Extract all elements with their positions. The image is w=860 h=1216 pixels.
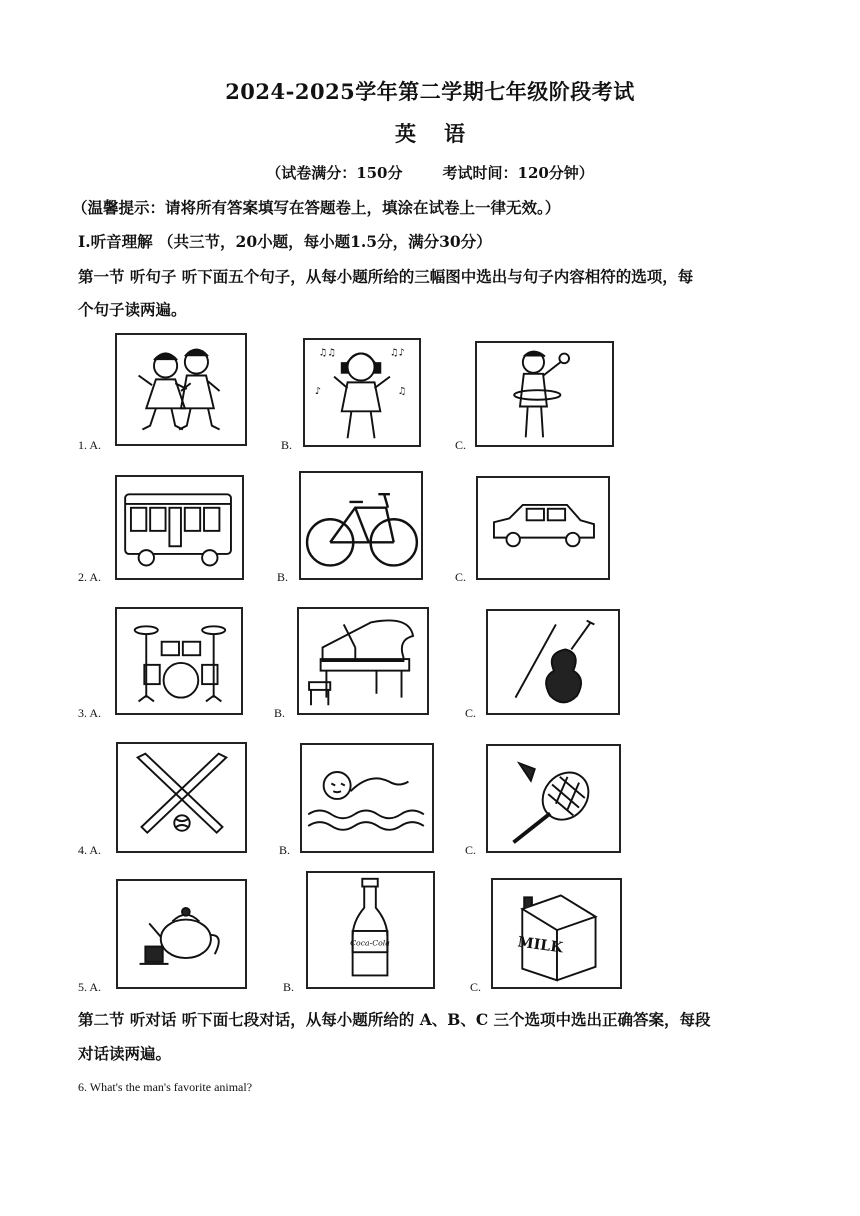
violin-icon <box>488 611 618 713</box>
fighting-kids-icon <box>117 335 245 444</box>
q1-label-b: B. <box>281 438 293 452</box>
svg-text:♫♪: ♫♪ <box>389 347 405 359</box>
q1-option-b-image <box>303 338 421 447</box>
q2-label-c: C. <box>455 570 467 584</box>
q4-label-c: C. <box>465 843 477 857</box>
q5-option-b-image <box>306 871 435 989</box>
subject-title <box>0 118 860 148</box>
subject-char-1: 英 <box>395 121 416 146</box>
q2-option-b-image <box>299 471 423 580</box>
cola-label: Coca-Cola <box>350 938 390 948</box>
milk-label: MILK <box>516 933 564 957</box>
q3-label-c: C. <box>465 706 477 720</box>
exam-title: 2024-2025学年第二学期七年级阶段考试 <box>225 79 635 104</box>
q4-label-b: B. <box>279 843 291 857</box>
q4-option-b-image <box>300 743 434 853</box>
section2-instruction-line2: 对话读两遍。 <box>78 1044 172 1063</box>
q3-option-a-image <box>115 607 243 715</box>
section1-instruction-line1: 第一节 听句子 听下面五个句子，从每小题所给的三幅图中选出与句子内容相符的选项，每 <box>78 267 694 286</box>
q4-option-a-image <box>116 742 247 853</box>
svg-text:♫: ♫ <box>397 385 407 397</box>
q1-label-a: 1. A. <box>78 438 102 452</box>
q1-option-a-image <box>115 333 247 446</box>
bus-icon <box>117 477 242 578</box>
section2-instruction-line1: 第二节 听对话 听下面七段对话，从每小题所给的 A、B、C 三个选项中选出正确答案，每段 <box>78 1010 711 1029</box>
cola-bottle-icon <box>308 873 433 987</box>
q5-label-c: C. <box>470 980 482 994</box>
baseball-bats-icon <box>118 744 245 851</box>
waiter-boy-icon <box>477 343 612 445</box>
q3-option-c-image <box>486 609 620 715</box>
q2-label-a: 2. A. <box>78 570 102 584</box>
q2-option-c-image <box>476 476 610 580</box>
q4-label-a: 4. A. <box>78 843 102 857</box>
swimmer-icon <box>302 745 432 851</box>
section1-instruction-line2: 个句子读两遍。 <box>78 300 187 319</box>
q5-option-c-image <box>491 878 622 989</box>
time-limit: 考试时间：120分钟） <box>442 164 594 182</box>
piano-icon <box>299 609 427 713</box>
drum-kit-icon <box>117 609 241 713</box>
music-listener-icon <box>305 340 419 445</box>
svg-text:♪: ♪ <box>314 385 321 397</box>
q5-label-a: 5. A. <box>78 980 102 994</box>
milk-carton-icon <box>493 880 620 987</box>
q2-label-b: B. <box>277 570 289 584</box>
car-icon <box>478 478 608 578</box>
badminton-racket-icon <box>488 746 619 851</box>
exam-info <box>0 162 860 183</box>
q5-label-b: B. <box>283 980 295 994</box>
q3-label-b: B. <box>274 706 286 720</box>
q2-option-a-image <box>115 475 244 580</box>
q3-option-b-image <box>297 607 429 715</box>
q3-label-a: 3. A. <box>78 706 102 720</box>
notice: （温馨提示：请将所有答案填写在答题卷上，填涂在试卷上一律无效。） <box>72 198 561 217</box>
teapot-icon <box>118 881 245 987</box>
svg-text:♫♫: ♫♫ <box>318 347 336 359</box>
part1-heading: I.听音理解 （共三节，20小题，每小题1.5分，满分30分） <box>78 232 492 251</box>
q4-option-c-image <box>486 744 621 853</box>
q5-option-a-image <box>116 879 247 989</box>
q1-option-c-image <box>475 341 614 447</box>
full-score: （试卷满分：150分 <box>266 164 403 182</box>
question-6: 6. What's the man's favorite animal? <box>78 1080 253 1094</box>
subject-char-2: 语 <box>444 121 465 146</box>
bicycle-icon <box>301 473 421 578</box>
q1-label-c: C. <box>455 438 467 452</box>
